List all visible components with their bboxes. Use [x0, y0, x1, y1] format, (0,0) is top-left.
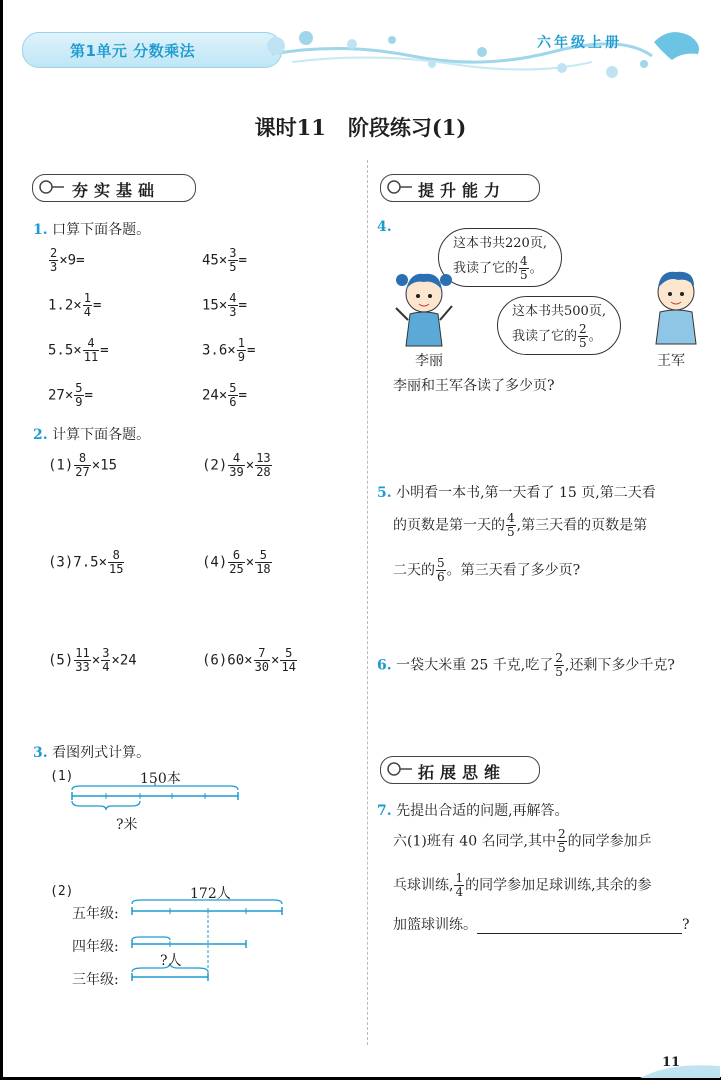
q3-part1-total: 150本: [140, 771, 181, 787]
q2-item: (1) $\frac{8}{27}$ ×15: [48, 451, 118, 479]
q2-item: (4) $\frac{6}{25}$ × $\frac{5}{18}$: [202, 548, 271, 576]
section-expand-title: 拓展思维: [418, 763, 507, 782]
q1-item: 1.2× $\frac{1}{4}$ =: [48, 291, 102, 319]
ring-icon: [384, 758, 414, 780]
grade-label: 六年级上册: [537, 35, 622, 51]
q2-item: (3)7.5× $\frac{8}{15}$: [48, 548, 124, 576]
q1-stem: 1. 口算下面各题。: [33, 222, 151, 238]
q2-item: (5) $\frac{11}{33}$ × $\frac{3}{4}$ ×24: [48, 646, 137, 674]
q1-item: $\frac{2}{3}$ ×9=: [50, 246, 85, 274]
ring-icon: [384, 176, 414, 198]
q1-item: 3.6× $\frac{1}{9}$ =: [202, 336, 256, 364]
segment-diagram-2: [128, 896, 293, 986]
bird-icon: [654, 32, 699, 60]
q5-line1: 5. 小明看一本书,第一天看了 15 页,第二天看: [377, 485, 656, 501]
page-title: 课时11 阶段练习(1): [254, 115, 467, 140]
q3-part2-total: 172人: [190, 886, 231, 902]
q2-stem: 2. 计算下面各题。: [33, 427, 151, 443]
q1-item: 15× $\frac{4}{3}$ =: [202, 291, 247, 319]
q3-part2-label: (2): [50, 884, 74, 899]
q5-line2: 的页数是第一天的 $\frac{4}{5}$ ,第三天看的页数是第: [393, 511, 648, 539]
girl-cartoon-icon: [390, 268, 458, 350]
q7-line3: 加篮球训练。 ?: [393, 917, 690, 933]
q7-stem: 7. 先提出合适的问题,再解答。: [377, 803, 569, 819]
segment-diagram-1: [70, 782, 245, 814]
q6-text: 6. 一袋大米重 25 千克,吃了 $\frac{2}{5}$ ,还剩下多少千克?: [377, 651, 675, 679]
speech-bubble-wangjun: 这本书共500页, 我读了它的 $\frac{2}{5}$ 。: [497, 296, 621, 355]
q1-item: 5.5× $\frac{4}{11}$ =: [48, 336, 109, 364]
q3-stem: 3. 看图列式计算。: [33, 745, 151, 761]
q3-part2-unknown: ?人: [160, 953, 182, 969]
column-divider: [367, 160, 368, 1045]
section-basic-title: 夯实基础: [72, 181, 161, 200]
q4-question: 李丽和王军各读了多少页?: [393, 378, 555, 394]
q5-line3: 二天的 $\frac{5}{6}$ 。第三天看了多少页?: [393, 556, 581, 584]
q7-line2: 乓球训练, $\frac{1}{4}$ 的同学参加足球训练,其余的参: [393, 871, 652, 899]
q2-item: (6)60× $\frac{7}{30}$ × $\frac{5}{14}$: [202, 646, 296, 674]
q3-part1-unknown: ?米: [116, 817, 138, 833]
speech-bubble-lili: 这本书共220页, 我读了它的 $\frac{4}{5}$ 。: [438, 228, 562, 287]
q3-part1-label: (1): [50, 769, 74, 784]
header-wave-decoration: [262, 22, 721, 84]
q2-item: (2) $\frac{4}{39}$ × $\frac{13}{28}$: [202, 451, 271, 479]
section-ability-title: 提升能力: [418, 181, 507, 200]
unit-title: 第1单元 分数乘法: [70, 42, 196, 60]
q4-number: 4.: [377, 219, 392, 235]
q1-item: 24× $\frac{5}{6}$ =: [202, 381, 247, 409]
q3-grade5-label: 五年级:: [72, 906, 119, 922]
q1-item: 45× $\frac{3}{5}$ =: [202, 246, 247, 274]
q3-grade4-label: 四年级:: [72, 939, 119, 955]
girl-name: 李丽: [415, 353, 443, 369]
page-border-left: [0, 0, 3, 1080]
boy-name: 王军: [657, 353, 685, 369]
q1-item: 27× $\frac{5}{9}$ =: [48, 381, 93, 409]
answer-blank[interactable]: [477, 919, 682, 934]
q3-grade3-label: 三年级:: [72, 972, 119, 988]
boy-cartoon-icon: [648, 266, 702, 346]
page-number: 11: [662, 1055, 681, 1070]
q7-line1: 六(1)班有 40 名同学,其中 $\frac{2}{5}$ 的同学参加乒: [393, 827, 652, 855]
ring-icon: [36, 176, 66, 198]
